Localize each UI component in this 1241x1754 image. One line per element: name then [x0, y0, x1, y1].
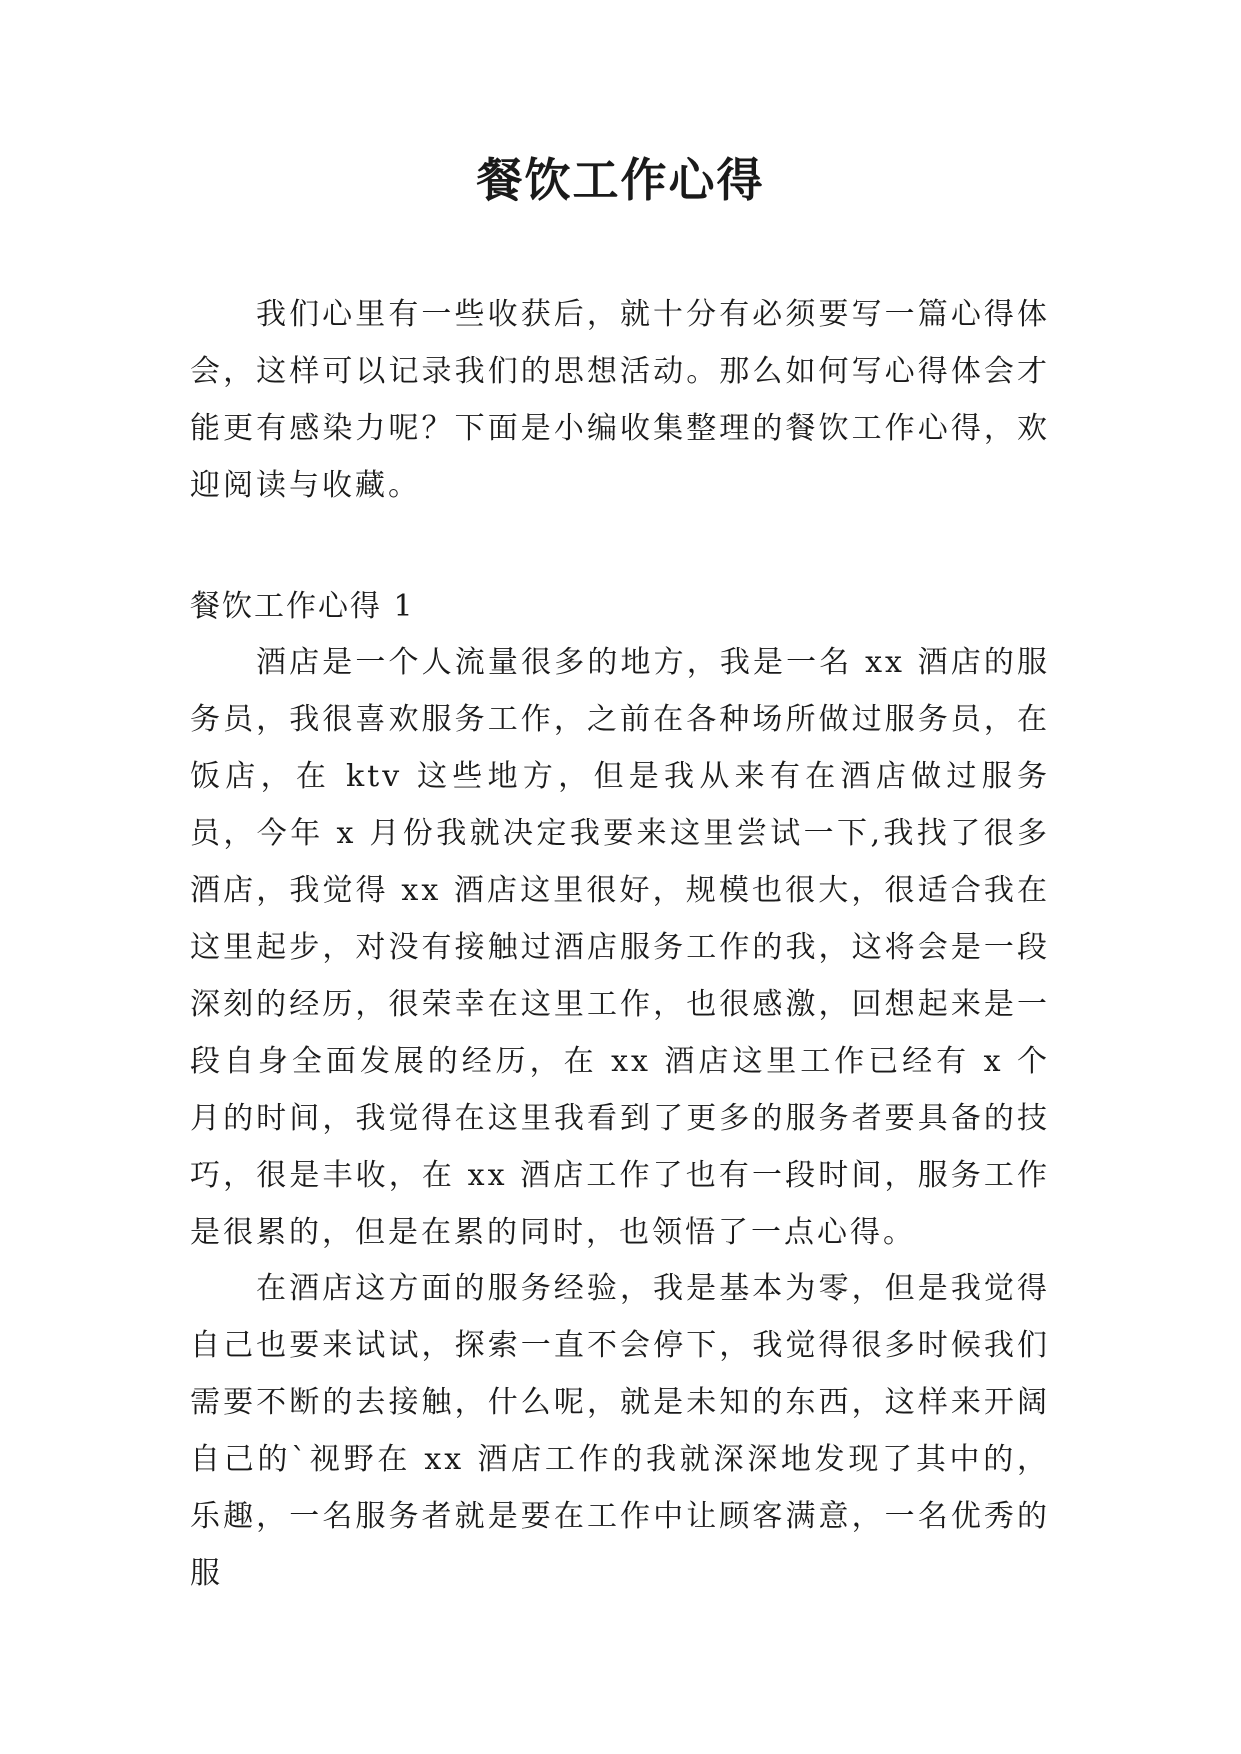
body-paragraph-1: 酒店是一个人流量很多的地方，我是一名 xx 酒店的服务员，我很喜欢服务工作，之前在各种场所做过服务员，在饭店，在 ktv 这些地方，但是我从来有在酒店做过服务员，今年 x 月份我就决定我要来这里尝试一下,我找了很多酒店，我觉得 xx 酒店这里很好，规模也很大，很适合我在这里起步，对没有接触过酒店服务工作的我，这将会是一段深刻的经历，很荣幸在这里工作，也很感激，回想起来是一段自身全面发展的经历，在 xx 酒店这里工作已经有 x 个月的时间，我觉得在这里我看到了更多的服务者要具备的技巧，很是丰收，在 xx 酒店工作了也有一段时间，服务工作是很累的，但是在累的同时，也领悟了一点心得。	[190, 645, 1050, 1250]
section-heading: 餐饮工作心得 1	[190, 589, 415, 624]
body-paragraph-2: 在酒店这方面的服务经验，我是基本为零，但是我觉得自己也要来试试，探索一直不会停下，我觉得很多时候我们需要不断的去接触，什么呢，就是未知的东西，这样来开阔自己的`视野在 xx 酒店工作的我就深深地发现了其中的，乐趣，一名服务者就是要在工作中让顾客满意，一名优秀的服	[190, 1271, 1050, 1591]
document-title: 餐饮工作心得	[476, 153, 765, 207]
intro-paragraph: 我们心里有一些收获后，就十分有必须要写一篇心得体会，这样可以记录我们的思想活动。那么如何写心得体会才能更有感染力呢？下面是小编收集整理的餐饮工作心得，欢迎阅读与收藏。	[190, 297, 1050, 503]
